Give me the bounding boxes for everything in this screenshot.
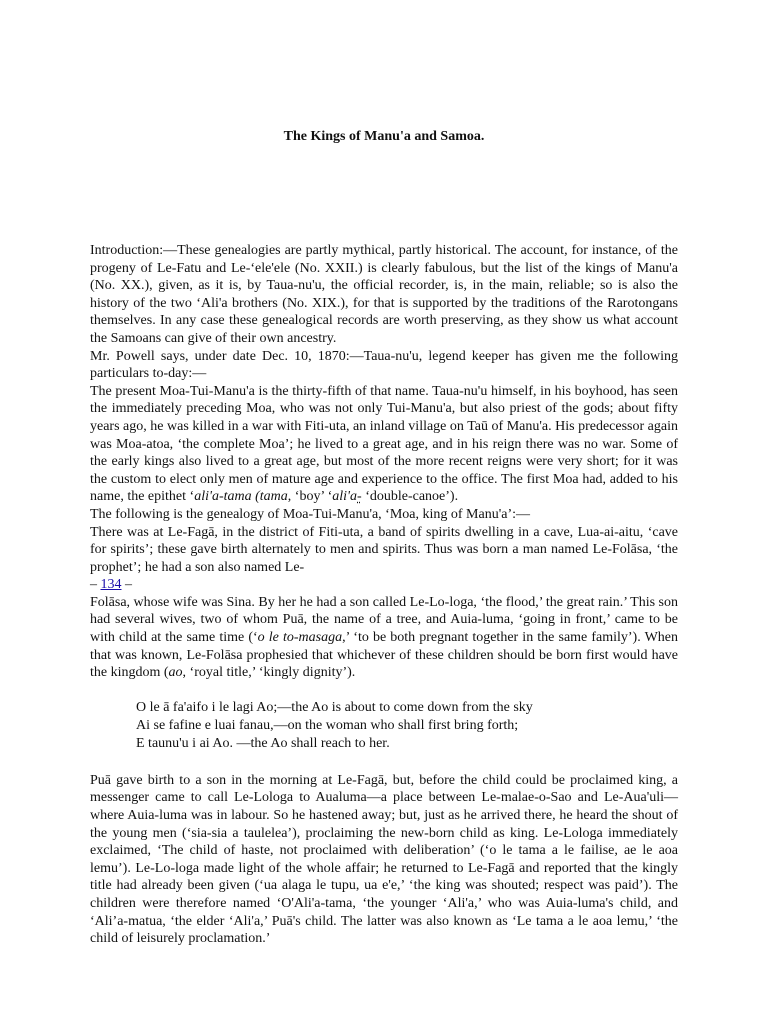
folasa-italic-term: o le to-masaga (257, 630, 343, 646)
page-number-link[interactable]: 134 (100, 577, 122, 593)
powell-paragraph: Mr. Powell says, under date Dec. 10, 1870:—Taua-nu'u, legend keeper has given me the following particulars to-day:— (90, 348, 678, 382)
verse-line: E taunu'u i ai Ao. —the Ao shall reach to her. (136, 735, 390, 751)
document-page (90, 0, 678, 1024)
page-title: The Kings of Manu'a and Samoa. (283, 129, 485, 144)
lefaga-paragraph: There was at Le-Fagā, in the district of Fiti-uta, a band of spirits dwelling in a cave, Lua-ai-aitu, ‘cave for spirits’; these gave birth alternately to men and spirits. Thus was born a man named Le-Folāsa, ‘the prophet’; he had a son also named Le- (90, 524, 678, 575)
folasa-italic-ao: ao (168, 665, 183, 681)
page-marker (90, 576, 678, 594)
folasa-paragraph (90, 594, 678, 682)
intro-paragraph: Introduction:—These genealogies are partly mythical, partly historical. The account, for instance, of the progeny of Le-Fatu and Le-‘ele'ele (No. XXII.) is clearly fabulous, but the list of the kings of Manu'a (No. XX.), given, as it is, by Taua-nu'u, the official recorder, is, in the main, reliable; so is also the history of the two ‘Ali'a brothers (No. XIX.), for that is supported by the traditions of the Rarotongans themselves. In any case these genealogical records are worth preserving, as they show us what account the Samoans can give of their own ancestry. (90, 243, 678, 346)
document-body (90, 242, 678, 948)
epithet-part-5: ‘double-canoe’). (361, 489, 459, 505)
epithet-part-4: - (357, 489, 362, 505)
epithet-part-1: ali'a-tama (tama (194, 489, 288, 505)
folasa-text-b: ,’ ‘to be both pregnant together in the same family’). When that was known, Le-Folāsa prophesied that whichever of these children should be born first would have the kingdom ( (90, 630, 678, 681)
page-marker-prefix: – (90, 577, 101, 593)
present-moa-text: The present Moa-Tui-Manu'a is the thirty-fifth of that name. Taua-nu'u himself, in his boyhood, has seen the immediately preceding Moa, who was not only Tui-Manu'a, but also priest of the gods; about fifty years ago, he was killed in a war with Fiti-uta, an inland village on Taū of Manu'a. His predecessor again was Moa-atoa, ‘the complete Moa’; he lived to a great age, and in his reign there was no war. Some of the early kings also lived to a great age, but most of the more recent reigns were very short; for it was the custom to elect only men of mature age and experience to the office. The first Moa had, added to his name, the epithet ‘ (90, 383, 678, 505)
present-moa-paragraph (90, 383, 678, 506)
verse-line: O le ā fa'aifo i le lagi Ao;—the Ao is about to come down from the sky (136, 699, 533, 715)
verse-line: Ai se fafine e luai fanau,—on the woman who shall first bring forth; (136, 717, 519, 733)
folasa-text-c: , ‘royal title,’ ‘kingly dignity’). (182, 665, 356, 681)
page-marker-suffix: – (121, 577, 132, 593)
genealogy-intro-paragraph: The following is the genealogy of Moa-Tui-Manu'a, ‘Moa, king of Manu'a’:— (90, 506, 531, 522)
epithet-part-2: , ‘boy’ ‘ (287, 489, 333, 505)
folasa-text-a: Folāsa, whose wife was Sina. By her he had a son called Le-Lo-loga, ‘the flood,’ the great rain.’ This son had several wives, two of whom Puā, the name of a tree, and Auia-luma, ‘going in front,’ came to be with child at the same time (‘ (90, 594, 678, 646)
pua-paragraph: Puā gave birth to a son in the morning at Le-Fagā, but, before the child could be proclaimed king, a messenger came to call Le-Lologa to Aualuma—a place between Le-malae-o-Sao and Le-Aua'uli—where Auia-luma was in labour. So he hastened away; but, just as he arrived there, he heard the shout of the young men (‘sia-sia a taulelea’), proclaiming the new-born child as king. Le-Lologa immediately exclaimed, ‘The child of haste, not proclaimed with deliberation’ (‘o le tama a le failise, ae le aoa lemu’). Le-Lo-loga made light of the whole affair; he returned to Le-Fagā and reported that the kingly title had already been given (‘ua alaga le tupu, ua e'e,’ ‘the king was shouted; respect was paid’). The children were therefore named ‘O'Ali'a-tama, ‘the younger ‘Ali'a,’ who was Auia-luma's child, and ‘Ali’a-matua, ‘the elder ‘Ali'a,’ Puā's child. The latter was also known as ‘Le tama a le aoa lemu,’ ‘the child of leisurely proclamation.’ (90, 772, 678, 947)
verse-block (136, 699, 678, 753)
epithet-part-3: ali'a (332, 489, 358, 505)
